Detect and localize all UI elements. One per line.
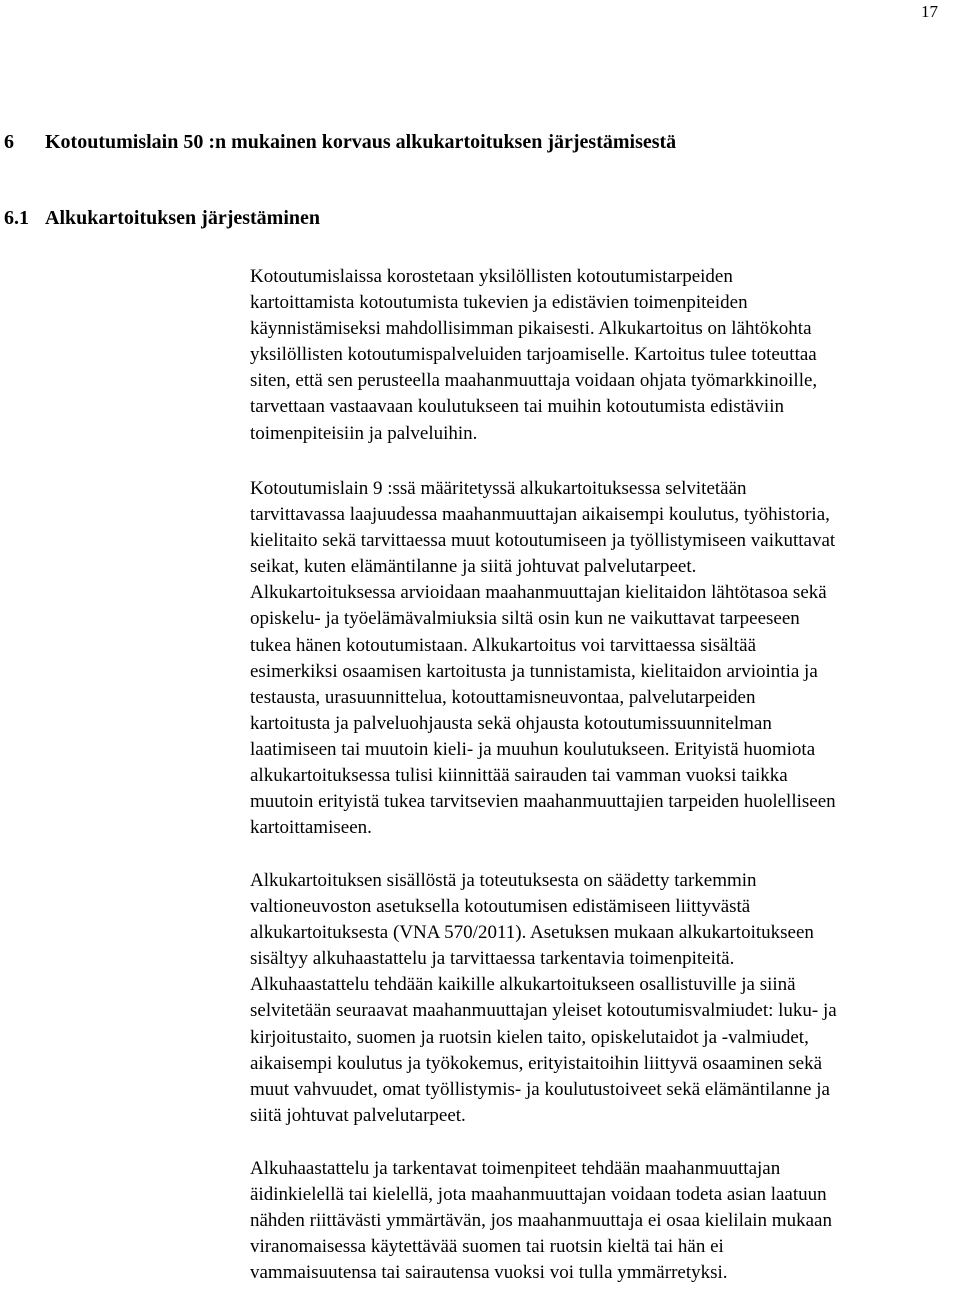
chapter-title: Kotoutumislain 50 :n mukainen korvaus alkukartoituksen järjestämisestä [45, 131, 677, 153]
paragraph-line: opiskelu- ja työelämävalmiuksia siltä osin kun ne vaikuttavat tarpeeseen [250, 608, 800, 630]
section-title: Alkukartoituksen järjestäminen [45, 207, 321, 229]
paragraph-line: sisältyy alkuhaastattelu ja tarvittaessa tarkentavia toimenpiteitä. [250, 948, 735, 970]
paragraph-line: alkukartoituksessa tulisi kiinnittää sairauden tai vamman vuoksi taikka [250, 765, 788, 787]
paragraph-line: aikaisempi koulutus ja työkokemus, erityistaitoihin liittyvä osaaminen sekä [250, 1052, 823, 1074]
paragraph-line: kartoittamista kotoutumista tukevien ja edistävien toimenpiteiden [250, 292, 748, 314]
paragraph-line: testausta, urasuunnittelua, kotouttamisneuvontaa, palvelutarpeiden [250, 686, 756, 708]
chapter-number: 6 [4, 131, 14, 153]
paragraph-line: tukea hänen kotoutumistaan. Alkukartoitus voi tarvittaessa sisältää [250, 634, 757, 656]
paragraph-line: seikat, kuten elämäntilanne ja siitä johtuvat palvelutarpeet. [250, 556, 697, 578]
paragraph-4 [250, 1156, 960, 1286]
paragraph-3 [250, 868, 960, 1129]
paragraph-line: muut vahvuudet, omat työllistymis- ja koulutustoiveet sekä elämäntilanne ja [250, 1078, 830, 1100]
paragraph-line: kartoitusta ja palveluohjausta sekä ohjausta kotoutumissuunnitelman [250, 712, 772, 734]
paragraph-line: selvitetään seuraavat maahanmuuttajan yleiset kotoutumisvalmiudet: luku- ja [250, 1000, 837, 1022]
paragraph-line: esimerkiksi osaamisen kartoitusta ja tunnistamista, kielitaidon arviointia ja [250, 660, 818, 682]
paragraph-line: tarvettaan vastaavaan koulutukseen tai muihin kotoutumista edistäviin [250, 396, 784, 418]
paragraph-line: äidinkielellä tai kielellä, jota maahanmuuttajan voidaan todeta asian laatuun [250, 1184, 827, 1206]
paragraph-line: siitä johtuvat palvelutarpeet. [250, 1104, 466, 1126]
paragraph-line: tarvittavassa laajuudessa maahanmuuttajan aikaisempi koulutus, työhistoria, [250, 504, 830, 526]
paragraph-line: kartoittamiseen. [250, 817, 372, 839]
paragraph-line: Alkuhaastattelu tehdään kaikille alkukartoitukseen osallistuville ja siinä [250, 974, 796, 996]
paragraph-line: Kotoutumislain 9 :ssä määritetyssä alkukartoituksessa selvitetään [250, 478, 747, 499]
paragraph-line: alkukartoituksesta (VNA 570/2011). Asetuksen mukaan alkukartoitukseen [250, 922, 814, 944]
paragraph-line: viranomaisessa käytettävää suomen tai ruotsin kieltä tai hän ei [250, 1236, 724, 1258]
paragraph-line: valtioneuvoston asetuksella kotoutumisen edistämiseen liittyvästä [250, 896, 751, 918]
paragraph-line: kielitaito sekä tarvittaessa muut kotoutumiseen ja työllistymiseen vaikuttavat [250, 530, 836, 552]
paragraph-line: Alkuhaastattelu ja tarkentavat toimenpiteet tehdään maahanmuuttajan [250, 1158, 781, 1179]
paragraph-line: Alkukartoituksessa arvioidaan maahanmuuttajan kielitaidon lähtötasoa sekä [250, 582, 827, 604]
paragraph-line: muutoin erityistä tukea tarvitsevien maahanmuuttajien tarpeiden huolelliseen [250, 791, 836, 813]
paragraph-2 [250, 476, 960, 841]
paragraph-line: vammaisuutensa tai sairautensa vuoksi voi tulla ymmärretyksi. [250, 1262, 728, 1284]
paragraph-line: laatimiseen tai muutoin kieli- ja muuhun koulutukseen. Erityistä huomiota [250, 738, 816, 760]
paragraph-line: Kotoutumislaissa korostetaan yksilöllisten kotoutumistarpeiden [250, 266, 733, 287]
paragraph-line: nähden riittävästi ymmärtävän, jos maahanmuuttaja ei osaa kielilain mukaan [250, 1210, 832, 1232]
paragraph-line: toimenpiteisiin ja palveluihin. [250, 422, 478, 444]
paragraph-line: Alkukartoituksen sisällöstä ja toteutuksesta on säädetty tarkemmin [250, 870, 757, 891]
section-number: 6.1 [4, 207, 29, 229]
paragraph-line: käynnistämiseksi mahdollisimman pikaisesti. Alkukartoitus on lähtökohta [250, 318, 812, 340]
paragraph-line: yksilöllisten kotoutumispalveluiden tarjoamiselle. Kartoitus tulee toteuttaa [250, 344, 817, 366]
paragraph-1 [250, 264, 960, 447]
paragraph-line: kirjoitustaito, suomen ja ruotsin kielen taito, opiskelutaidot ja -valmiudet, [250, 1026, 809, 1048]
paragraph-line: siten, että sen perusteella maahanmuuttaja voidaan ohjata työmarkkinoille, [250, 370, 818, 392]
page-number: 17 [921, 2, 938, 21]
